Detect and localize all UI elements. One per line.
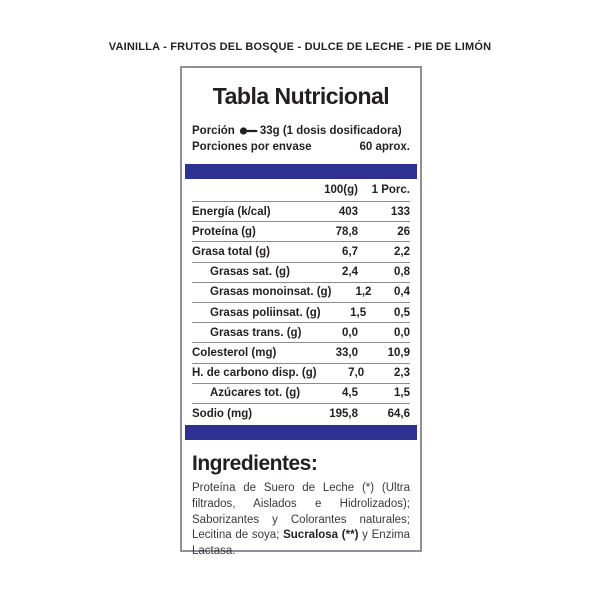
nutrition-table (180, 66, 422, 558)
table-row (192, 343, 410, 363)
nutrient-value-1porc: 1,5 (394, 387, 410, 400)
table-row (192, 404, 410, 424)
nutrient-value-100g: 195,8 (329, 407, 358, 420)
table-title: Tabla Nutricional (212, 83, 390, 109)
table-row (192, 202, 410, 222)
portion-label: Porción (192, 125, 235, 137)
ingredients-text (192, 481, 410, 560)
nutrient-value-1porc: 0,8 (394, 266, 410, 279)
nutrient-value-100g: 0,0 (342, 326, 358, 339)
table-row (192, 384, 410, 404)
nutrient-value-1porc: 64,6 (387, 407, 410, 420)
nutrient-value-100g: 6,7 (342, 245, 358, 258)
nutrient-label: Grasas sat. (g) (210, 266, 290, 279)
table-row (192, 283, 410, 303)
nutrient-value-100g: 403 (338, 205, 358, 218)
nutrient-value-100g: 1,5 (350, 306, 367, 319)
nutrient-value-100g: 7,0 (348, 367, 365, 380)
servings-value: 60 aprox. (359, 141, 410, 153)
nutrient-value-1porc: 0,5 (394, 306, 410, 319)
servings-label: Porciones por envase (192, 141, 312, 153)
column-headers (192, 179, 410, 202)
nutrient-value-1porc: 10,9 (387, 346, 410, 359)
table-row (192, 364, 410, 384)
nutrient-label: Azúcares tot. (g) (210, 387, 301, 400)
accent-bar-bottom (185, 425, 417, 440)
accent-bar-top (185, 164, 417, 179)
nutrient-label: Grasas monoinsat. (g) (210, 286, 332, 299)
nutrient-value-100g: 4,5 (342, 387, 358, 400)
scoop-icon (239, 126, 259, 136)
ingredients-text-part2: y Enzima Lactasa. (192, 529, 410, 558)
nutrient-label: H. de carbono disp. (g) (192, 367, 317, 380)
portion-line (192, 123, 410, 139)
nutrient-value-100g: 2,4 (342, 266, 358, 279)
table-row (192, 222, 410, 242)
table-row (192, 263, 410, 283)
flavors-header: VAINILLA - FRUTOS DEL BOSQUE - DULCE DE LECHE - PIE DE LIMÓN (108, 41, 492, 53)
nutrient-label: Proteína (g) (192, 225, 256, 238)
nutrient-value-1porc: 2,3 (394, 367, 410, 380)
nutrient-value-1porc: 133 (390, 205, 410, 218)
nutrient-value-100g: 33,0 (335, 346, 358, 359)
portion-block (192, 123, 410, 155)
portion-value: 33g (1 dosis dosificadora) (259, 125, 402, 137)
column-header-100g: 100(g) (324, 184, 358, 196)
table-row (192, 303, 410, 323)
column-header-1porc: 1 Porc. (371, 184, 410, 196)
nutrient-value-1porc: 26 (397, 225, 410, 238)
nutrient-label: Grasas trans. (g) (210, 326, 302, 339)
nutrient-label: Sodio (mg) (192, 407, 253, 420)
nutrient-value-100g: 78,8 (335, 225, 358, 238)
nutrient-label: Grasa total (g) (192, 245, 270, 258)
nutrient-value-100g: 1,2 (355, 286, 372, 299)
table-row (192, 242, 410, 262)
nutrient-value-1porc: 0,4 (394, 286, 410, 299)
servings-line (192, 139, 410, 155)
ingredients-text-part1: Proteína de Suero de Leche (*) (Ultra filtrados, Aislados e Hidrolizados); Saborizantes y Colorantes naturales; Lecitina de soya; (192, 482, 410, 542)
nutrient-value-1porc: 0,0 (394, 326, 410, 339)
ingredients-title: Ingredientes: (192, 452, 318, 476)
nutrient-label: Energía (k/cal) (192, 205, 271, 218)
nutrient-label: Grasas poliinsat. (g) (210, 306, 321, 319)
ingredients-text-bold: Sucralosa (**) (283, 529, 359, 542)
nutrient-rows (192, 202, 410, 424)
table-row (192, 323, 410, 343)
nutrient-value-1porc: 2,2 (394, 245, 410, 258)
nutrient-label: Colesterol (mg) (192, 346, 277, 359)
